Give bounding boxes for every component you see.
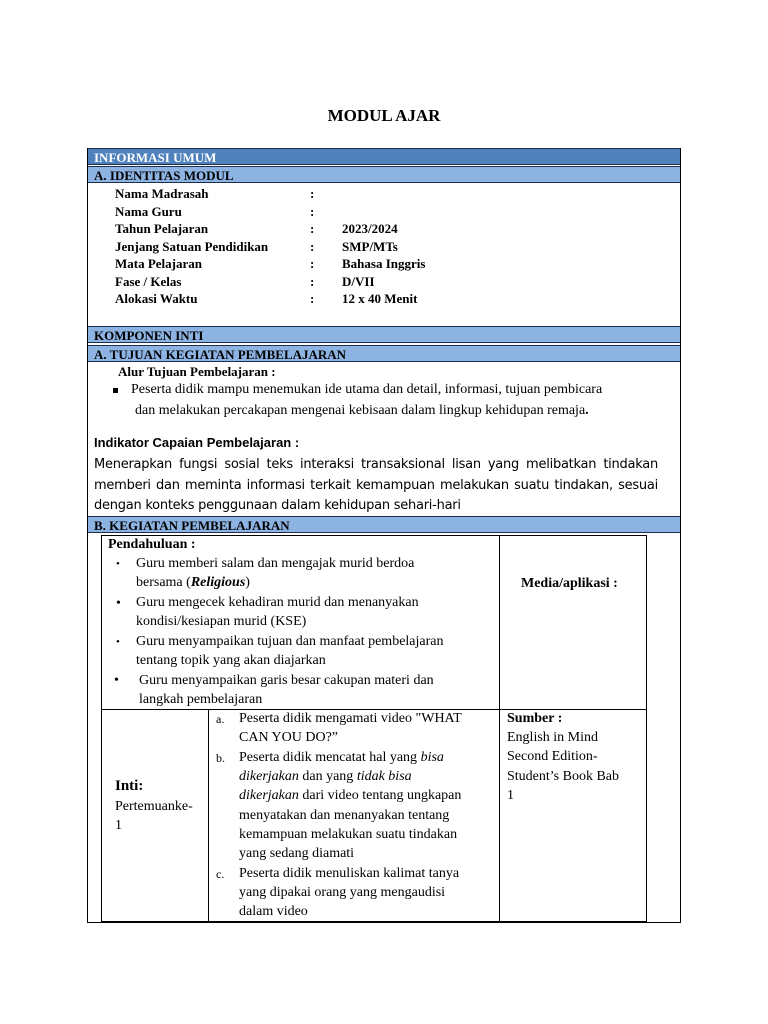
identity-separator: : bbox=[310, 291, 315, 306]
pendahuluan-item: Guru mengecek kehadiran murid dan menanyakan bbox=[136, 595, 419, 610]
item-emphasis: dikerjakan bbox=[239, 769, 299, 784]
indikator-line: dengan konteks penggunaan dalam kehidupan sehari-hari bbox=[94, 498, 461, 513]
identity-row bbox=[115, 185, 425, 203]
section-informasi-umum: INFORMASI UMUM bbox=[88, 148, 680, 165]
identity-separator: : bbox=[310, 273, 315, 289]
identity-value: 2023/2024 bbox=[342, 221, 398, 236]
bullet-icon: • bbox=[116, 636, 120, 648]
identity-row bbox=[115, 290, 425, 308]
inti-item: Peserta didik menuliskan kalimat tanya bbox=[239, 866, 460, 881]
inti-item-cont: CAN YOU DO?” bbox=[239, 730, 339, 745]
item-text: ) bbox=[245, 575, 250, 590]
section-komponen-inti: KOMPONEN INTI bbox=[88, 326, 680, 343]
inti-meeting: Pertemuanke- bbox=[115, 799, 193, 814]
sumber-heading: Sumber : bbox=[507, 711, 563, 726]
item-text: dari video tentang ungkapan bbox=[298, 788, 462, 803]
indikator-line: Menerapkan fungsi sosial teks interaksi transaksional lisan yang melibatkan tindakan bbox=[94, 457, 658, 472]
square-bullet-icon bbox=[113, 388, 118, 393]
inti-item-cont bbox=[239, 767, 412, 787]
pendahuluan-heading: Pendahuluan : bbox=[108, 537, 196, 552]
indikator-line: memberi dan meminta informasi terkait kemampuan melakukan suatu tindakan, sesuai bbox=[94, 477, 658, 493]
table-divider bbox=[208, 709, 209, 922]
pendahuluan-item-cont: tentang topik yang akan diajarkan bbox=[136, 653, 326, 668]
pendahuluan-item-cont: kondisi/kesiapan murid (KSE) bbox=[136, 614, 307, 629]
identity-value: Bahasa Inggris bbox=[342, 256, 426, 271]
list-marker: a. bbox=[216, 712, 225, 726]
identity-row bbox=[115, 273, 425, 291]
inti-item-cont: menyatakan dan menanyakan tentang bbox=[239, 808, 450, 823]
identity-separator: : bbox=[310, 238, 315, 254]
sumber-line: Student’s Book Bab bbox=[507, 769, 620, 784]
identity-separator: : bbox=[310, 203, 315, 219]
inti-heading: Inti: bbox=[115, 778, 144, 794]
inti-meeting-number: 1 bbox=[115, 818, 122, 833]
identity-label: Tahun Pelajaran bbox=[115, 221, 209, 236]
section-kegiatan: B. KEGIATAN PEMBELAJARAN bbox=[88, 516, 680, 533]
bullet-icon: • bbox=[114, 673, 119, 688]
identity-row bbox=[115, 238, 425, 256]
inti-item-cont: dalam video bbox=[239, 904, 308, 919]
indikator-heading: Indikator Capaian Pembelajaran : bbox=[94, 435, 300, 450]
inti-item-cont bbox=[239, 786, 461, 806]
bullet-icon: • bbox=[116, 558, 120, 570]
section-tujuan: A. TUJUAN KEGIATAN PEMBELAJARAN bbox=[88, 345, 680, 362]
indikator-text bbox=[94, 455, 658, 517]
pendahuluan-item-cont bbox=[136, 573, 250, 593]
sumber-line: English in Mind bbox=[507, 730, 599, 745]
sumber-line: Second Edition- bbox=[507, 749, 598, 764]
item-text: bersama ( bbox=[136, 575, 191, 590]
list-marker: b. bbox=[216, 751, 225, 765]
identity-value: SMP/MTs bbox=[342, 238, 398, 254]
sumber-line: 1 bbox=[507, 788, 514, 803]
alur-heading: Alur Tujuan Pembelajaran : bbox=[118, 364, 276, 379]
identity-label: Nama Guru bbox=[115, 203, 182, 219]
identity-row bbox=[115, 255, 425, 273]
alur-line-end: . bbox=[585, 403, 589, 418]
inti-item-cont: kemampuan melakukan suatu tindakan bbox=[239, 827, 458, 842]
pendahuluan-item: Guru menyampaikan tujuan dan manfaat pembelajaran bbox=[136, 634, 444, 649]
identity-separator: : bbox=[310, 186, 315, 201]
item-text: Peserta didik mencatat hal yang bbox=[239, 750, 421, 765]
identity-value: D/VII bbox=[342, 273, 375, 289]
pendahuluan-item-cont: langkah pembelajaran bbox=[139, 692, 263, 707]
alur-line-text: dan melakukan percakapan mengenai kebisaan dalam lingkup kehidupan remaja bbox=[135, 403, 586, 418]
identity-separator: : bbox=[310, 256, 315, 271]
alur-line bbox=[131, 400, 661, 421]
identity-row bbox=[115, 203, 425, 221]
pendahuluan-item: Guru menyampaikan garis besar cakupan materi dan bbox=[139, 673, 434, 688]
inti-item bbox=[239, 748, 444, 768]
identity-label: Mata Pelajaran bbox=[115, 256, 203, 271]
table-divider bbox=[499, 535, 500, 922]
alur-text bbox=[131, 379, 661, 421]
identity-list bbox=[115, 185, 425, 308]
page-title: MODUL AJAR bbox=[327, 106, 441, 125]
item-emphasis: Religious bbox=[190, 575, 246, 590]
identity-value: 12 x 40 Menit bbox=[342, 291, 418, 306]
identity-label: Fase / Kelas bbox=[115, 273, 182, 289]
media-label: Media/aplikasi : bbox=[521, 576, 618, 591]
item-emphasis: dikerjakan bbox=[239, 788, 299, 803]
item-emphasis: tidak bisa bbox=[356, 769, 412, 784]
inti-item-cont: yang sedang diamati bbox=[239, 846, 355, 861]
list-marker: c. bbox=[216, 867, 225, 881]
pendahuluan-item: Guru memberi salam dan mengajak murid berdoa bbox=[136, 556, 415, 571]
identity-label: Jenjang Satuan Pendidikan bbox=[115, 238, 269, 254]
identity-row bbox=[115, 220, 425, 238]
alur-line: Peserta didik mampu menemukan ide utama dan detail, informasi, tujuan pembicara bbox=[131, 382, 603, 397]
section-identitas-modul: A. IDENTITAS MODUL bbox=[88, 166, 680, 183]
identity-separator: : bbox=[310, 221, 315, 236]
item-emphasis: bisa bbox=[420, 750, 444, 765]
inti-item-cont: yang dipakai orang yang mengaudisi bbox=[239, 885, 446, 900]
bullet-icon: • bbox=[116, 596, 121, 611]
identity-label: Nama Madrasah bbox=[115, 186, 209, 201]
item-text: dan yang bbox=[298, 769, 357, 784]
identity-label: Alokasi Waktu bbox=[115, 291, 198, 306]
inti-item: Peserta didik mengamati video "WHAT bbox=[239, 711, 462, 726]
